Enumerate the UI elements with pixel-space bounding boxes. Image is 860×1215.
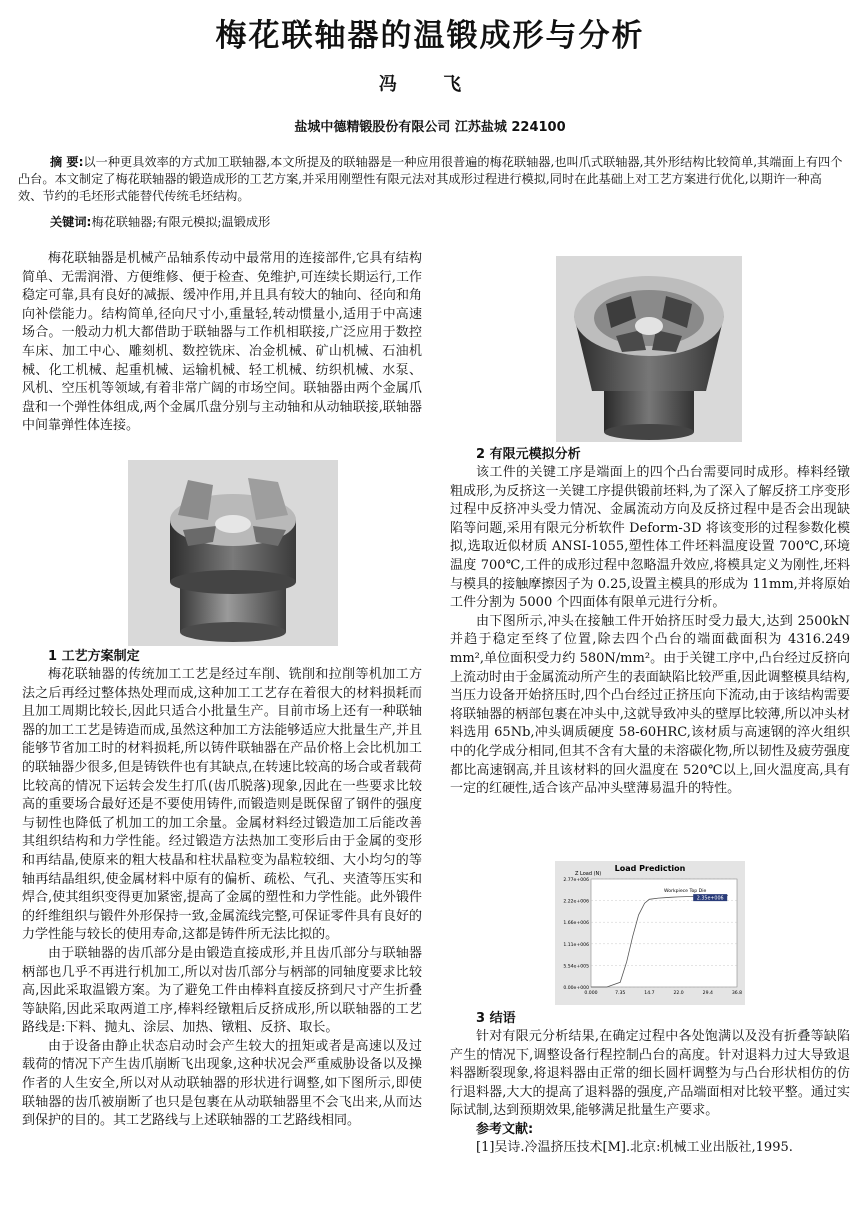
chart-y-tick-label: 2.22e+006 bbox=[563, 899, 589, 905]
chart-x-tick-label: 29.4 bbox=[702, 991, 713, 996]
section1-paragraph-2: 由于联轴器的齿爪部分是由锻造直接成形,并且齿爪部分与联轴器柄部也几乎不再进行机加工,所以对齿爪部分与柄部的同轴度要求比较高,因此采取温锻方案。为了避免工件由棒料直接反挤到尺寸产生折叠等缺陷,因此采取两道工序,棒料经镦粗后反挤成形,所以联轴器的工艺路线是:下料、抛丸、涂层、加热、镦粗、反挤、取长。 bbox=[22, 945, 422, 1036]
chart-x-tick-label: 14.7 bbox=[644, 991, 655, 996]
chart-y-tick-label: 1.66e+006 bbox=[563, 921, 589, 927]
section2 bbox=[450, 446, 850, 799]
section3-heading: 3 结语 bbox=[476, 1011, 516, 1026]
section1-heading: 1 工艺方案制定 bbox=[48, 649, 140, 664]
chart-y-tick-label: 0.00e+000 bbox=[563, 986, 589, 991]
abstract bbox=[18, 154, 843, 205]
chart-annotation-label: Workpiece Top Die bbox=[664, 888, 707, 894]
section2-paragraph-2: 由下图所示,冲头在接触工件开始挤压时受力最大,达到 2500kN 并趋于稳定至终了位置,除去四个凸台的端面截面积为 4316.249 mm²,单位面积受力约 580N/mm²。由于关键工序中,凸台经过反挤向上流动时由于金属流动所产生的表面缺陷比较严重,因此调整模具结构,当压力设备开始挤压时,四个凸台经过正挤压向下流动,由于该结构需要将联轴器的柄部包裹在冲头中,这就导致冲头的壁厚比较薄,所以冲头材料选用 65Nb,冲头调质硬度 58-60HRC,该材质与高速钢的淬火组织中的化学成分相同,但其不含有大量的未溶碳化物,所以韧性及疲劳强度都比高速钢高,并且该材料的回火温度在 520℃以上,回火温度高,具有一定的红硬性,适合该产品冲头壁薄易温升的特性。 bbox=[450, 613, 850, 797]
keywords-text: 梅花联轴器;有限元模拟;温锻成形 bbox=[91, 215, 271, 229]
intro-section bbox=[22, 250, 422, 436]
coupling-image bbox=[128, 460, 338, 646]
section1-paragraph-3: 由于设备由静止状态启动时会产生较大的扭矩或者是高速以及过载荷的情况下产生齿爪崩断飞出现象,这种状况会严重威胁设备以及操作者的人生安全,所以对从动联轴器的形状进行调整,如下图所示,即使联轴器的齿爪被崩断了也只是包裹在从动联轴器里不会飞出来,从而达到保护的目的。其工艺路线与上述联轴器的工艺路线相同。 bbox=[22, 1038, 422, 1129]
chart-x-tick-label: 0.000 bbox=[584, 991, 598, 996]
chart-x-tick-label: 36.8 bbox=[731, 991, 743, 996]
chart-annotation-value: 2.35e+006 bbox=[696, 896, 724, 902]
protected-coupling-figure bbox=[556, 256, 742, 442]
chart-y-tick-label: 2.77e+006 bbox=[563, 878, 589, 883]
chart-svg bbox=[555, 861, 745, 1005]
section1-paragraph-1: 梅花联轴器的传统加工工艺是经过车削、铣削和拉削等机加工方法之后再经过整体热处理而成,这种加工工艺存在着很大的材料损耗而且加工周期比较长,因此只适合小批量生产。目前市场上还有一种联轴器的加工工艺是铸造而成,虽然这种加工方法能够适应大批量生产,并且能够节省加工时的材料损耗,所以铸件联轴器在产品价格上会比机加工的联轴器少很多,但是铸铁件也有其缺点,在转速比较高的场合或者载荷比较高的情况下运转会发生打爪(齿爪脱落)现象,因此在一些要求比较高的重要场合最好还是不要使用铸件,而锻造则是既保留了钢件的强度与韧性也降低了机加工的加工余量。金属材料经过锻造加工后能改善其组织结构和力学性能。经过锻造方法热加工变形后由于金属的变形和再结晶,使原来的粗大枝晶和柱状晶粒变为晶粒较细、大小均匀的等轴再结晶组织,使金属材料中原有的偏析、疏松、气孔、夹渣等压实和焊合,使其组织变得更加紧密,提高了金属的塑性和力学性能。此外锻件的纤维组织与锻件外形保持一致,金属流线完整,可保证零件具有良好的力学性能与较长的使用寿命,这都是铸件所无法比拟的。 bbox=[22, 667, 422, 943]
coupling-figure bbox=[128, 460, 338, 646]
chart-y-tick-label: 5.54e+005 bbox=[563, 964, 589, 970]
section3-paragraph-1: 针对有限元分析结果,在确定过程中各处饱满以及没有折叠等缺陷产生的情况下,调整设备行程控制凸台的高度。针对退料力过大导致退料器断裂现象,将退料器由正常的细长圆杆调整为与凸台形状相仿的仿行退料器,大大的提高了退料器的强度,产品端面相对比较平整。通过实际试制,达到预期效果,能够满足批量生产要求。 bbox=[450, 1029, 850, 1119]
chart-x-tick-label: 22.0 bbox=[673, 991, 684, 996]
section3 bbox=[450, 1010, 850, 1158]
chart-x-tick-label: 7.35 bbox=[615, 991, 626, 996]
abstract-text: 以一种更具效率的方式加工联轴器,本文所提及的联轴器是一种应用很普遍的梅花联轴器,也叫爪式联轴器,其外形结构比较简单,其端面上有四个凸台。本文制定了梅花联轴器的锻造成形的工艺方案,并采用刚塑性有限元法对其成形过程进行模拟,同时在此基础上对工艺方案进行优化,以期许一种高效、节约的毛坯形式能替代传统毛坯结构。 bbox=[18, 155, 843, 203]
load-prediction-chart bbox=[555, 861, 745, 1005]
affiliation: 盐城中德精锻股份有限公司 江苏盐城 224100 bbox=[294, 120, 566, 135]
chart-ylabel: Z Load (N) bbox=[575, 871, 602, 877]
keywords bbox=[50, 214, 830, 231]
chart-y-tick-label: 1.11e+006 bbox=[563, 942, 589, 948]
section2-heading: 2 有限元模拟分析 bbox=[476, 447, 581, 462]
abstract-label: 摘 要: bbox=[50, 155, 84, 169]
keywords-label: 关键词: bbox=[50, 215, 92, 229]
paper-title: 梅花联轴器的温锻成形与分析 bbox=[215, 18, 645, 54]
reference-1: [1]吴诗.冷温挤压技术[M].北京:机械工业出版社,1995. bbox=[476, 1139, 793, 1155]
author-name: 冯 飞 bbox=[378, 74, 482, 95]
section2-paragraph-1: 该工件的关键工序是端面上的四个凸台需要同时成形。棒料经镦粗成形,为反挤这一关键工序提供锻前坯料,为了深入了解反挤工序变形过程中反挤冲头受力情况、金属流动方向及反挤过程中是否会出现缺陷等问题,采用有限元分析软件 Deform-3D 将该变形的过程参数化模拟,选取近似材质 ANSI-1055,塑性体工件坯料温度设置 700℃,环境温度 700℃,工件的成形过程中忽略温升效应,将模具定义为刚性,坯料与模具的接触摩擦因子为 0.25,设置主模具的形成为 11mm,并将原始工件分割为 5000 个四面体有限单元进行分析。 bbox=[450, 465, 850, 611]
protected-coupling-image bbox=[556, 256, 742, 442]
chart-title: Load Prediction bbox=[614, 864, 686, 873]
section1 bbox=[22, 648, 422, 1131]
intro-paragraph: 梅花联轴器是机械产品轴系传动中最常用的连接部件,它具有结构简单、无需润滑、方便维修、便于检查、免维护,可连续长期运行,工作稳定可靠,具有良好的减振、缓冲作用,并且具有较大的轴向、径向和角向补偿能力。结构简单,径向尺寸小,重量轻,转动惯量小,适用于中高速场合。一般动力机大都借助于联轴器与工作机相联接,广泛应用于数控车床、加工中心、雕刻机、数控铣床、冶金机械、矿山机械、石油机械、化工机械、起重机械、运输机械、轻工机械、纺织机械、水泵、风机、空压机等领域,有着非常广阔的市场空间。联轴器由两个金属爪盘和一个弹性体组成,两个金属爪盘分别与主动轴和从动轴联接,联轴器中间靠弹性体连接。 bbox=[22, 251, 422, 434]
references-heading: 参考文献: bbox=[476, 1121, 534, 1137]
